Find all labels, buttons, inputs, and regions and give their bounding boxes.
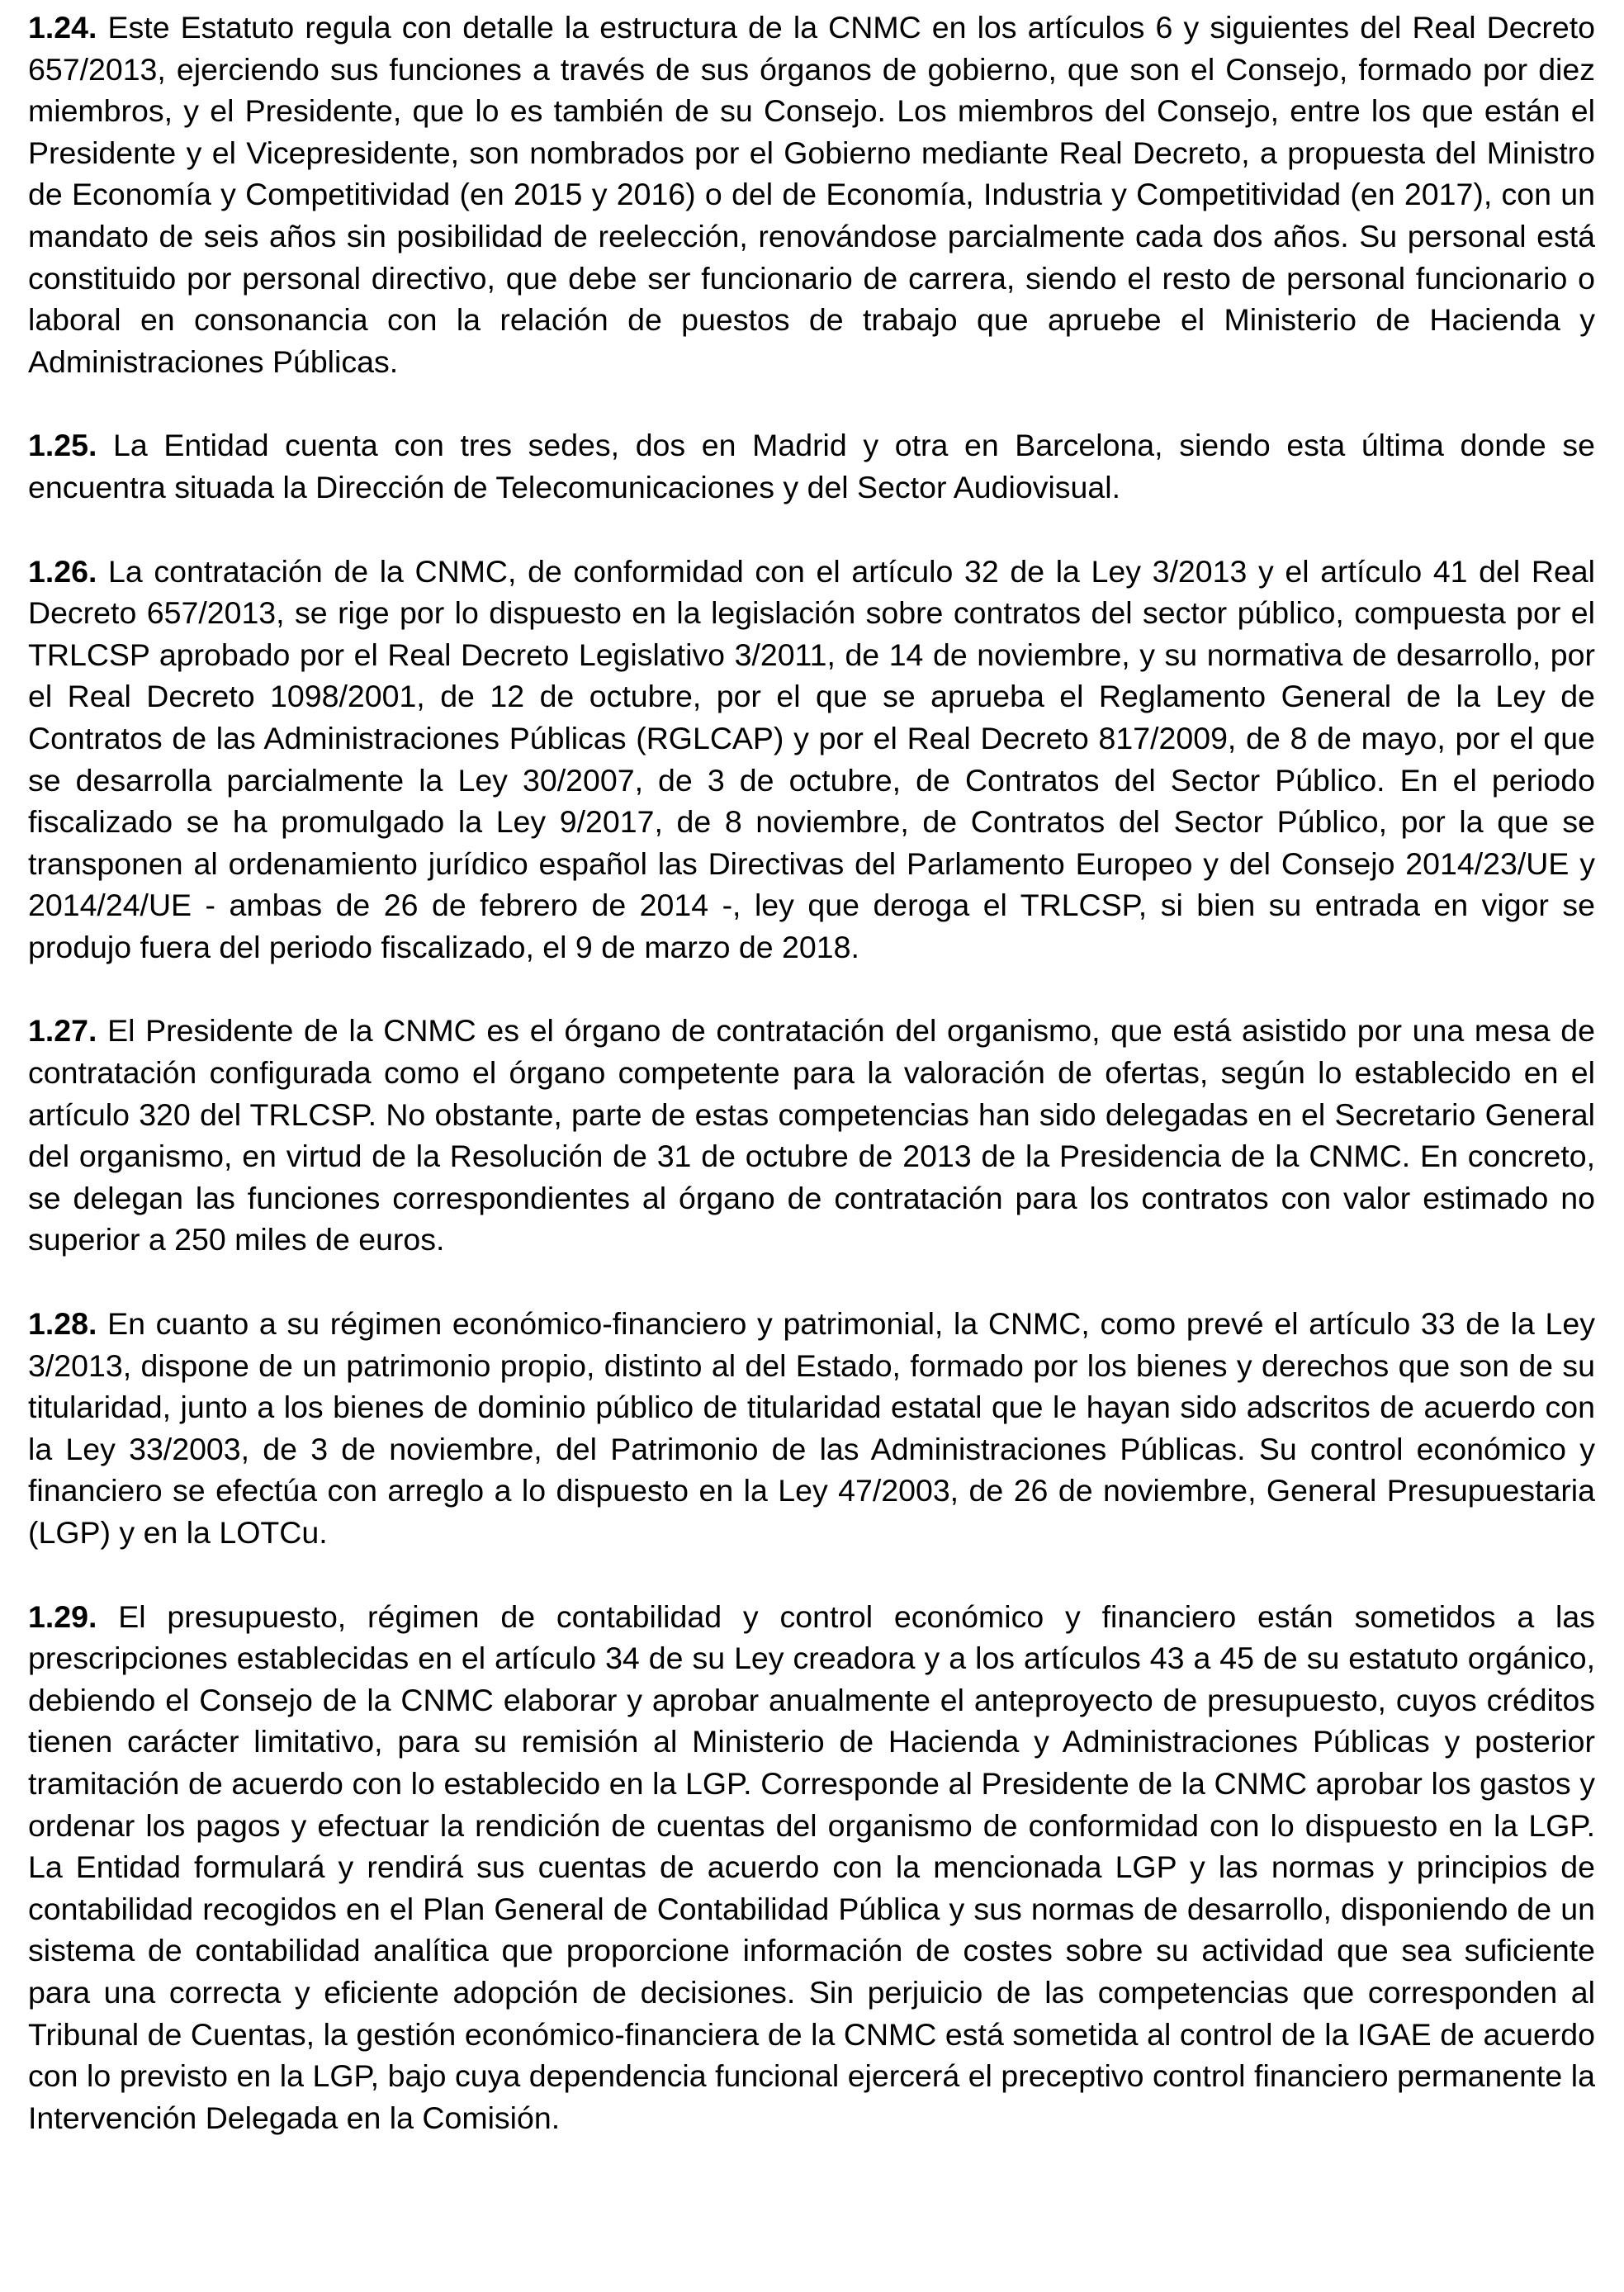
paragraph-text: La contratación de la CNMC, de conformidad con el artículo 32 de la Ley 3/2013 y el artículo 41 del Real Decreto 657/2013, se rige por lo dispuesto en la legislación sobre contratos del sector público, compuesta por el TRLCSP aprobado por el Real Decreto Legislativo 3/2011, de 14 de noviembre, y su normativa de desarrollo, por el Real Decreto 1098/2001, de 12 de octubre, por el que se aprueba el Reglamento General de la Ley de Contratos de las Administraciones Públicas (RGLCAP) y por el Real Decreto 817/2009, de 8 de mayo, por el que se desarrolla parcialmente la Ley 30/2007, de 3 de octubre, de Contratos del Sector Público. En el periodo fiscalizado se ha promulgado la Ley 9/2017, de 8 noviembre, de Contratos del Sector Público, por la que se transponen al ordenamiento jurídico español las Directivas del Parlamento Europeo y del Consejo 2014/23/UE y 2014/24/UE - ambas de 26 de febrero de 2014 -, ley que deroga el TRLCSP, si bien su entrada en vigor se produjo fuera del periodo fiscalizado, el 9 de marzo de 2018. [28, 553, 1595, 964]
paragraph-text: En cuanto a su régimen económico-financiero y patrimonial, la CNMC, como prevé el artículo 33 de la Ley 3/2013, dispone de un patrimonio propio, distinto al del Estado, formado por los bienes y derechos que son de su titularidad, junto a los bienes de dominio público de titularidad estatal que le hayan sido adscritos de acuerdo con la Ley 33/2003, de 3 de noviembre, del Patrimonio de las Administraciones Públicas. Su control económico y financiero se efectúa con arreglo a lo dispuesto en la Ley 47/2003, de 26 de noviembre, General Presupuestaria (LGP) y en la LOTCu. [28, 1306, 1595, 1550]
paragraph-1-26 [28, 551, 1595, 968]
paragraph-number: 1.25. [28, 428, 97, 463]
paragraph-text: Este Estatuto regula con detalle la estructura de la CNMC en los artículos 6 y siguientes del Real Decreto 657/2013, ejerciendo sus funciones a través de sus órganos de gobierno, que son el Consejo, formado por diez miembros, y el Presidente, que lo es también de su Consejo. Los miembros del Consejo, entre los que están el Presidente y el Vicepresidente, son nombrados por el Gobierno mediante Real Decreto, a propuesta del Ministro de Economía y Competitividad (en 2015 y 2016) o del de Economía, Industria y Competitividad (en 2017), con un mandato de seis años sin posibilidad de reelección, renovándose parcialmente cada dos años. Su personal está constituido por personal directivo, que debe ser funcionario de carrera, siendo el resto de personal funcionario o laboral en consonancia con la relación de puestos de trabajo que apruebe el Ministerio de Hacienda y Administraciones Públicas. [28, 10, 1595, 379]
paragraph-1-27 [28, 1010, 1595, 1261]
paragraph-1-24 [28, 7, 1595, 382]
paragraph-number: 1.27. [28, 1013, 97, 1049]
paragraph-text: El presupuesto, régimen de contabilidad y control económico y financiero están sometidos a las prescripciones establecidas en el artículo 34 de su Ley creadora y a los artículos 43 a 45 de su estatuto orgánico, debiendo el Consejo de la CNMC elaborar y aprobar anualmente el anteproyecto de presupuesto, cuyos créditos tienen carácter limitativo, para su remisión al Ministerio de Hacienda y Administraciones Públicas y posterior tramitación de acuerdo con lo establecido en la LGP. Corresponde al Presidente de la CNMC aprobar los gastos y ordenar los pagos y efectuar la rendición de cuentas del organismo de conformidad con lo dispuesto en la LGP. La Entidad formulará y rendirá sus cuentas de acuerdo con la mencionada LGP y las normas y principios de contabilidad recogidos en el Plan General de Contabilidad Pública y sus normas de desarrollo, disponiendo de un sistema de contabilidad analítica que proporcione información de costes sobre su actividad que sea suficiente para una correcta y eficiente adopción de decisiones. Sin perjuicio de las competencias que corresponden al Tribunal de Cuentas, la gestión económico-financiera de la CNMC está sometida al control de la IGAE de acuerdo con lo previsto en la LGP, bajo cuya dependencia funcional ejercerá el preceptivo control financiero permanente la Intervención Delegada en la Comisión. [28, 1598, 1595, 2135]
paragraph-1-28 [28, 1303, 1595, 1554]
paragraph-text: El Presidente de la CNMC es el órgano de contratación del organismo, que está asistido por una mesa de contratación configurada como el órgano competente para la valoración de ofertas, según lo establecido en el artículo 320 del TRLCSP. No obstante, parte de estas competencias han sido delegadas en el Secretario General del organismo, en virtud de la Resolución de 31 de octubre de 2013 de la Presidencia de la CNMC. En concreto, se delegan las funciones correspondientes al órgano de contratación para los contratos con valor estimado no superior a 250 miles de euros. [28, 1013, 1595, 1257]
document-page [28, 7, 1595, 2181]
paragraph-1-29 [28, 1596, 1595, 2139]
paragraph-number: 1.24. [28, 10, 97, 45]
paragraph-text: La Entidad cuenta con tres sedes, dos en Madrid y otra en Barcelona, siendo esta última donde se encuentra situada la Dirección de Telecomunicaciones y del Sector Audiovisual. [28, 428, 1595, 504]
paragraph-1-25 [28, 424, 1595, 508]
paragraph-number: 1.29. [28, 1598, 97, 1634]
paragraph-number: 1.28. [28, 1306, 97, 1342]
paragraph-number: 1.26. [28, 553, 97, 589]
